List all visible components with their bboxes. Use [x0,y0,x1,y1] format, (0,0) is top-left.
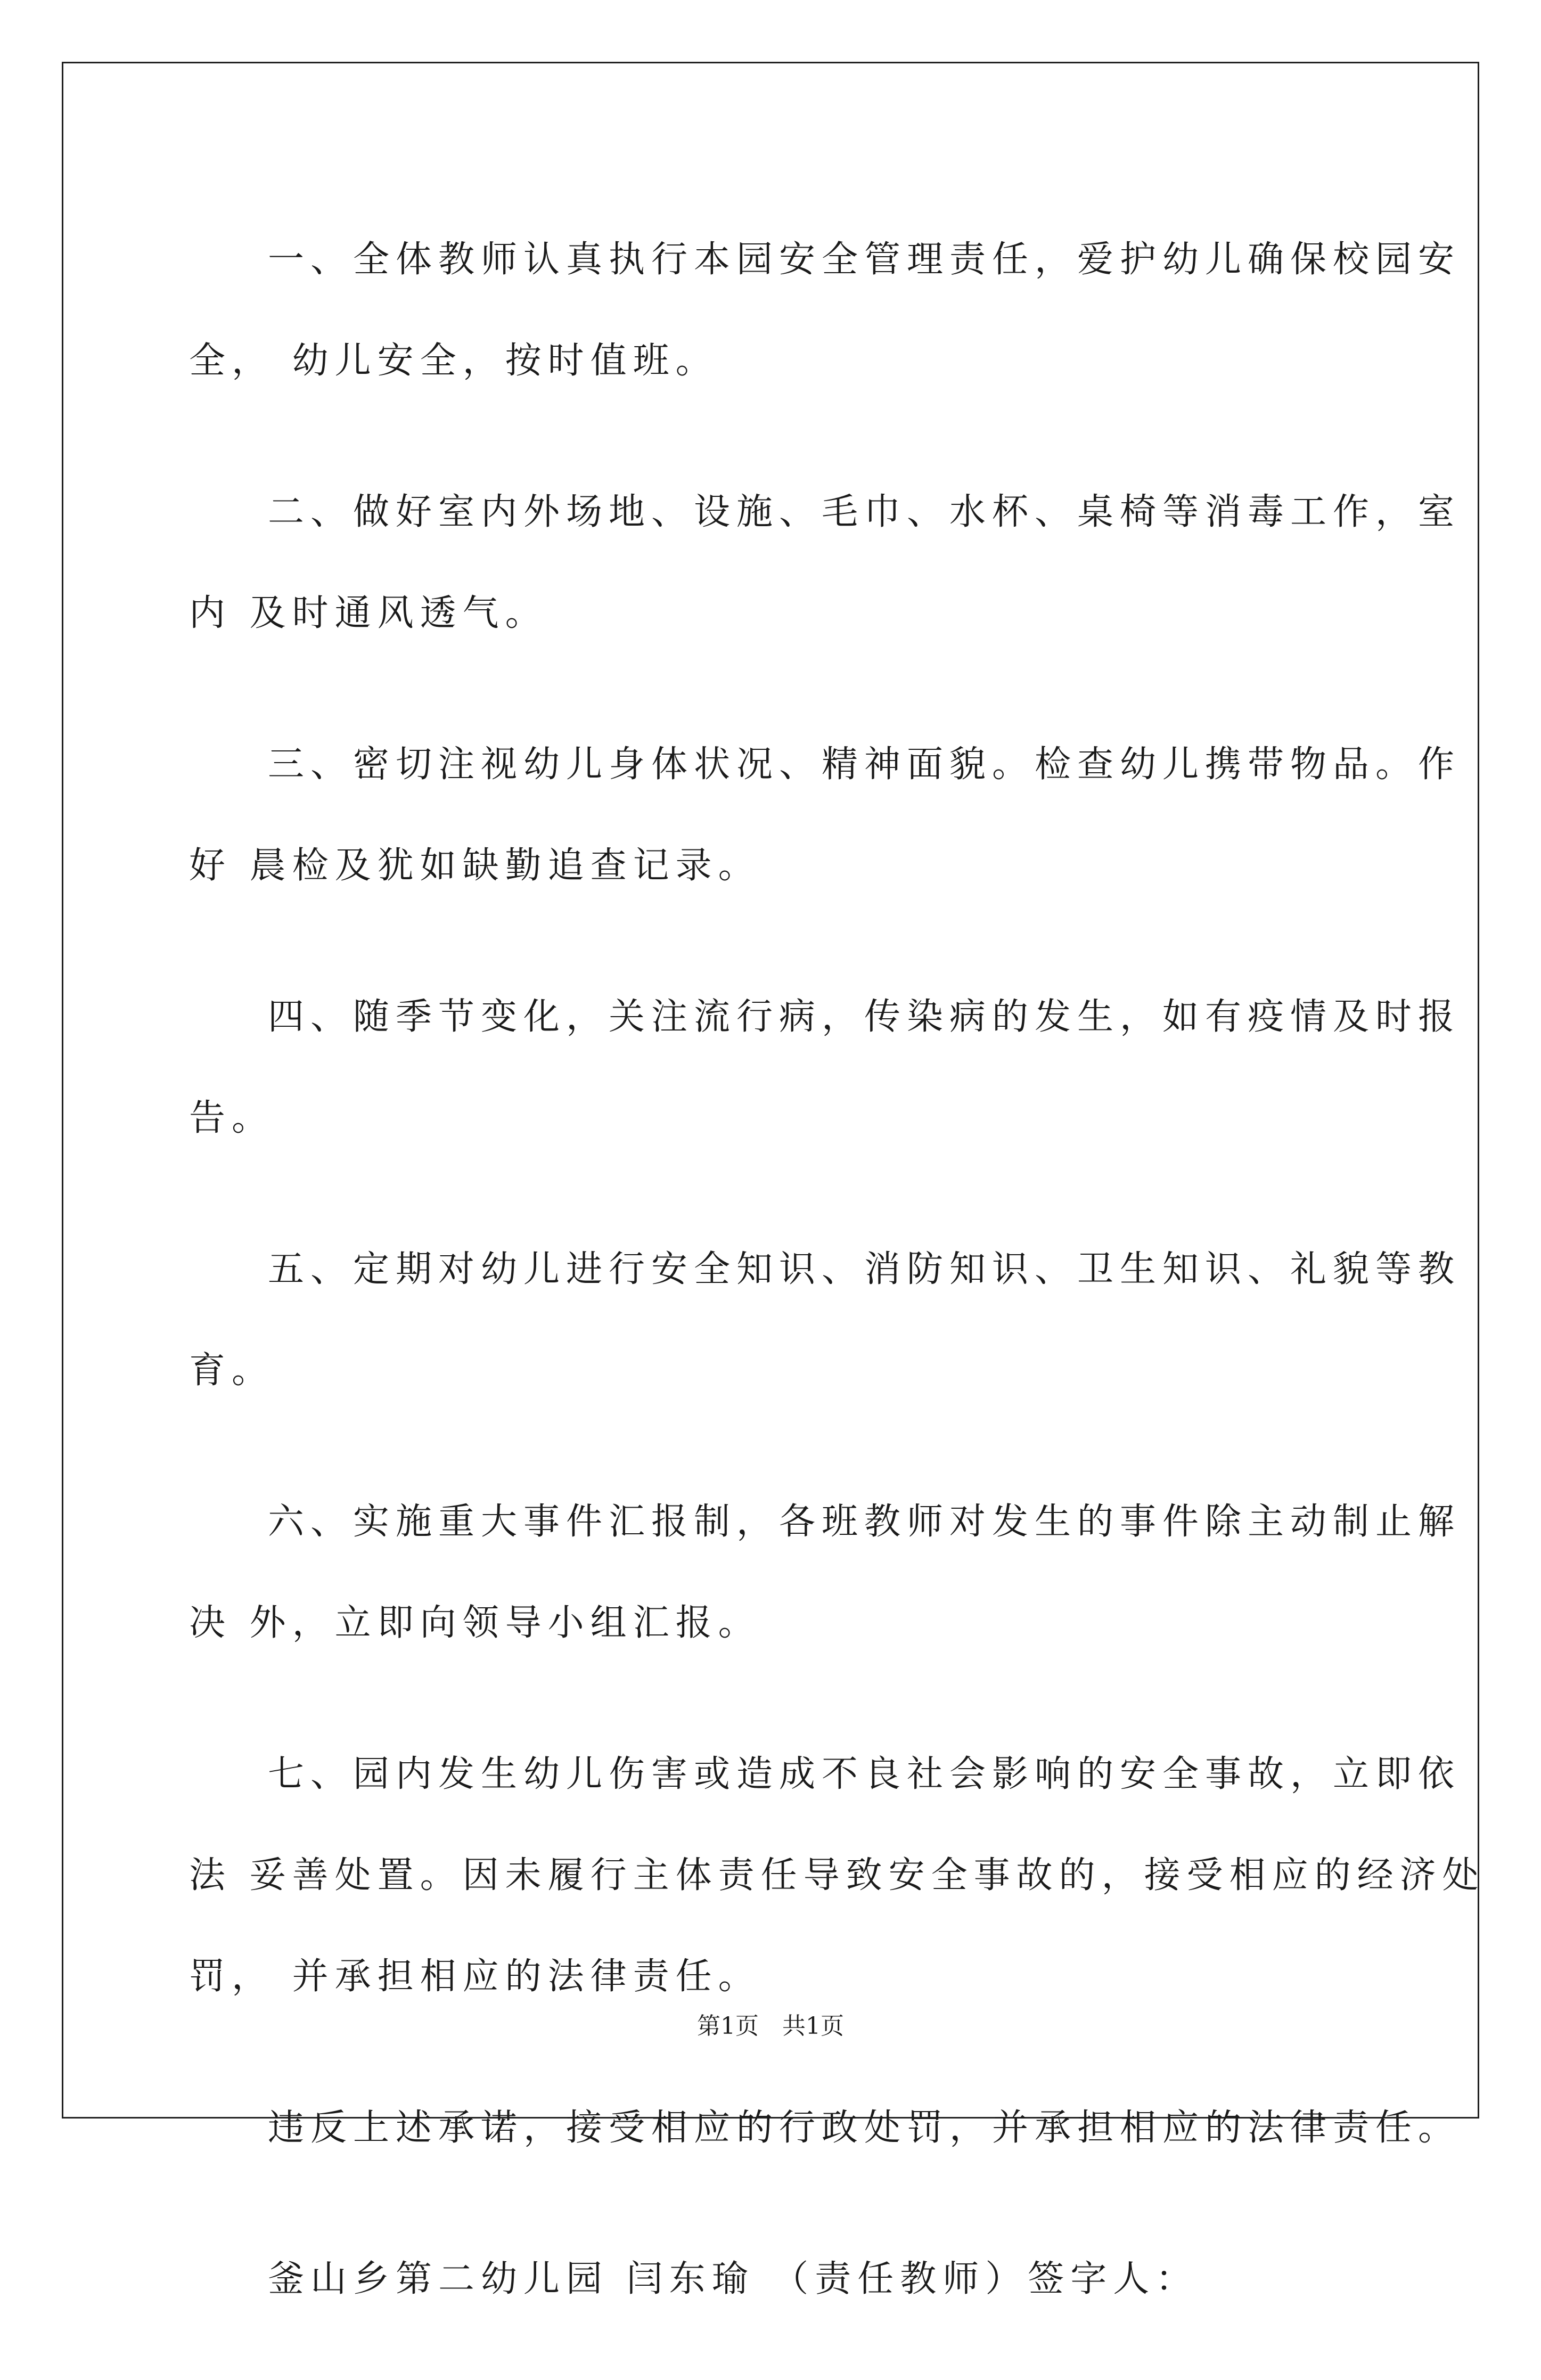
paragraph-line: 一、全体教师认真执行本园安全管理责任，爱护幼儿确保校园安 [268,239,1461,281]
paragraph-line: 好 晨检及犹如缺勤追查记录。 [189,845,761,887]
paragraph-4 [189,967,1461,1169]
paragraph-line: 告。 [189,1097,275,1139]
paragraph-1 [189,209,1461,412]
paragraph-2 [189,462,1461,664]
paragraph-6 [189,1471,1461,1674]
paragraph-8 [189,2078,1461,2179]
paragraph-line: 七、园内发生幼儿伤害或造成不良社会影响的安全事故，立即依 [268,1753,1461,1795]
paragraph-line: 罚， 并承担相应的法律责任。 [189,1956,761,1998]
paragraph-line: 育。 [189,1350,275,1392]
paragraph-line: 全， 幼儿安全，按时值班。 [189,340,718,382]
paragraph-line: 四、随季节变化，关注流行病，传染病的发生，如有疫情及时报 [268,996,1461,1038]
paragraph-line: 二、做好室内外场地、设施、毛巾、水杯、桌椅等消毒工作，室 [268,491,1461,533]
paragraph-5 [189,1219,1461,1421]
paragraph-line: 三、密切注视幼儿身体状况、精神面貌。检查幼儿携带物品。作 [268,743,1461,786]
page-footer: 第1页 共1页 [697,2013,844,2040]
paragraph-line: 五、定期对幼儿进行安全知识、消防知识、卫生知识、礼貌等教 [268,1248,1461,1290]
paragraph-line: 六、实施重大事件汇报制，各班教师对发生的事件除主动制止解 [268,1501,1461,1543]
paragraph-line: 釜山乡第二幼儿园 闫东瑜 （责任教师）签字人： [268,2258,1199,2300]
paragraph-line: 违反上述承诺，接受相应的行政处罚，并承担相应的法律责任。 [268,2107,1461,2149]
signature-line [189,2229,1360,2330]
paragraph-3 [189,714,1461,917]
paragraph-7 [189,1724,1485,2027]
paragraph-line: 决 外，立即向领导小组汇报。 [189,1602,761,1644]
document-body [189,209,1485,2380]
paragraph-line: 法 妥善处置。因未履行主体责任导致安全事故的，接受相应的经济处 [189,1854,1485,1896]
paragraph-line: 内 及时通风透气。 [189,592,548,634]
